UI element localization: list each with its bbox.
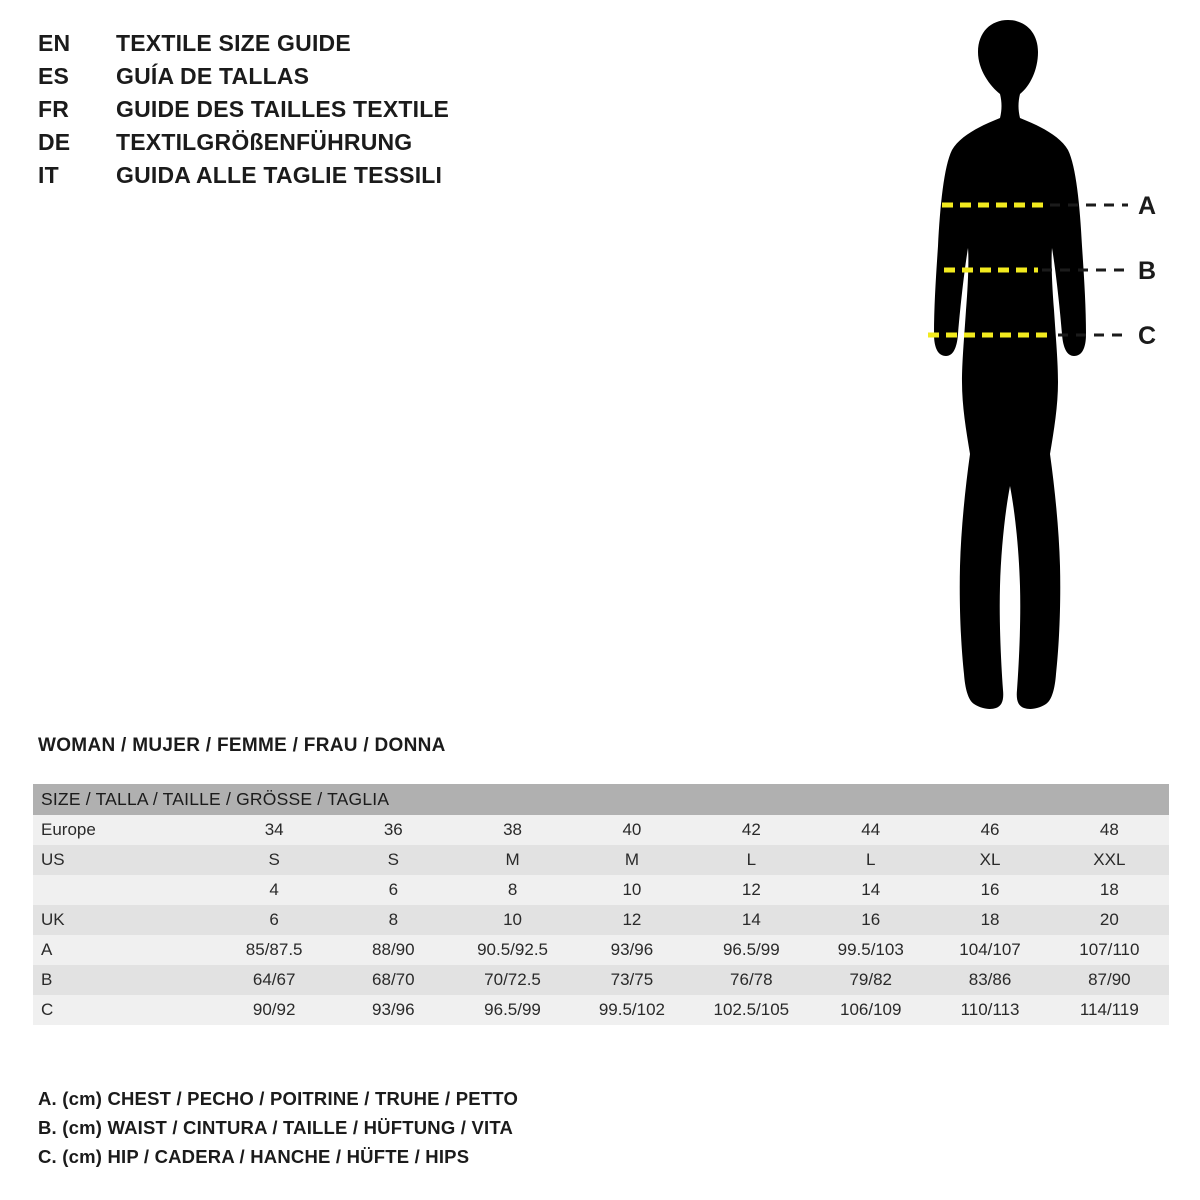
table-cell: 93/96 xyxy=(334,995,453,1025)
table-cell: XL xyxy=(930,845,1049,875)
table-cell: 40 xyxy=(572,815,691,845)
row-label: B xyxy=(33,965,215,995)
title-row xyxy=(38,30,598,63)
table-cell: 107/110 xyxy=(1050,935,1169,965)
table-cell: 16 xyxy=(811,905,930,935)
table-cell: 42 xyxy=(692,815,811,845)
title-lang-fr: FR xyxy=(38,96,70,122)
table-cell: 99.5/102 xyxy=(572,995,691,1025)
title-text-en: TEXTILE SIZE GUIDE xyxy=(116,30,351,56)
table-cell: L xyxy=(692,845,811,875)
table-cell: M xyxy=(572,845,691,875)
table-cell: 85/87.5 xyxy=(215,935,334,965)
table-cell: 46 xyxy=(930,815,1049,845)
title-lang-it: IT xyxy=(38,162,59,188)
footnote-c: C. (cm) HIP / CADERA / HANCHE / HÜFTE / HIPS xyxy=(38,1146,470,1167)
table-cell: 93/96 xyxy=(572,935,691,965)
title-text-it: GUIDA ALLE TAGLIE TESSILI xyxy=(116,162,443,188)
marker-label-b: B xyxy=(1138,257,1157,285)
table-cell: 102.5/105 xyxy=(692,995,811,1025)
table-cell: 10 xyxy=(453,905,572,935)
title-lang-en: EN xyxy=(38,30,71,56)
table-cell: 14 xyxy=(811,875,930,905)
table-cell: 106/109 xyxy=(811,995,930,1025)
table-cell: 8 xyxy=(334,905,453,935)
title-row xyxy=(38,63,598,96)
table-cell: 20 xyxy=(1050,905,1169,935)
table-row xyxy=(33,845,1169,875)
footnote-b: B. (cm) WAIST / CINTURA / TAILLE / HÜFTUNG / VITA xyxy=(38,1117,514,1138)
table-cell: 90.5/92.5 xyxy=(453,935,572,965)
row-label: UK xyxy=(33,905,215,935)
female-silhouette-icon xyxy=(934,20,1086,709)
table-cell: 12 xyxy=(572,905,691,935)
title-row xyxy=(38,129,598,162)
table-row xyxy=(33,995,1169,1025)
table-cell: 18 xyxy=(930,905,1049,935)
section-label-woman: WOMAN / MUJER / FEMME / FRAU / DONNA xyxy=(38,735,446,756)
table-cell: 48 xyxy=(1050,815,1169,845)
table-cell: L xyxy=(811,845,930,875)
table-cell: 64/67 xyxy=(215,965,334,995)
table-cell: 104/107 xyxy=(930,935,1049,965)
table-cell: 96.5/99 xyxy=(453,995,572,1025)
table-cell: 4 xyxy=(215,875,334,905)
table-cell: 10 xyxy=(572,875,691,905)
table-cell: 18 xyxy=(1050,875,1169,905)
table-row xyxy=(33,815,1169,845)
table-cell: 6 xyxy=(215,905,334,935)
table-cell: 8 xyxy=(453,875,572,905)
table-cell: 38 xyxy=(453,815,572,845)
title-text-es: GUÍA DE TALLAS xyxy=(116,63,310,89)
figure-area xyxy=(860,10,1190,740)
title-block xyxy=(38,30,598,195)
row-label xyxy=(33,875,215,905)
row-label: Europe xyxy=(33,815,215,845)
table-cell: 68/70 xyxy=(334,965,453,995)
table-cell: 87/90 xyxy=(1050,965,1169,995)
table-row xyxy=(33,905,1169,935)
title-text-de: TEXTILGRÖßENFÜHRUNG xyxy=(116,129,413,155)
table-cell: 44 xyxy=(811,815,930,845)
row-label: C xyxy=(33,995,215,1025)
table-cell: 76/78 xyxy=(692,965,811,995)
table-cell: 99.5/103 xyxy=(811,935,930,965)
table-cell: 79/82 xyxy=(811,965,930,995)
row-label: A xyxy=(33,935,215,965)
table-header-row xyxy=(33,784,1169,815)
table-cell: 14 xyxy=(692,905,811,935)
table-cell: 90/92 xyxy=(215,995,334,1025)
table-cell: 110/113 xyxy=(930,995,1049,1025)
table-cell: 114/119 xyxy=(1050,995,1169,1025)
title-row xyxy=(38,162,598,195)
table-cell: XXL xyxy=(1050,845,1169,875)
footnote-a: A. (cm) CHEST / PECHO / POITRINE / TRUHE / PETTO xyxy=(38,1088,519,1109)
table-row xyxy=(33,875,1169,905)
title-lang-de: DE xyxy=(38,129,71,155)
table-cell: 12 xyxy=(692,875,811,905)
table-cell: 34 xyxy=(215,815,334,845)
table-cell: M xyxy=(453,845,572,875)
marker-label-c: C xyxy=(1138,322,1157,350)
table-cell: S xyxy=(334,845,453,875)
table-cell: 6 xyxy=(334,875,453,905)
table-cell: 83/86 xyxy=(930,965,1049,995)
table-cell: 73/75 xyxy=(572,965,691,995)
footnotes xyxy=(38,1088,738,1175)
title-row xyxy=(38,96,598,129)
table-row xyxy=(33,965,1169,995)
table-header-cell: SIZE / TALLA / TAILLE / GRÖSSE / TAGLIA xyxy=(33,784,1169,815)
table-cell: 36 xyxy=(334,815,453,845)
size-table xyxy=(33,784,1169,1025)
title-lang-es: ES xyxy=(38,63,70,89)
marker-label-a: A xyxy=(1138,192,1157,220)
table-cell: 70/72.5 xyxy=(453,965,572,995)
table-row xyxy=(33,935,1169,965)
row-label: US xyxy=(33,845,215,875)
table-cell: 88/90 xyxy=(334,935,453,965)
table-cell: 96.5/99 xyxy=(692,935,811,965)
title-text-fr: GUIDE DES TAILLES TEXTILE xyxy=(116,96,449,122)
table-cell: 16 xyxy=(930,875,1049,905)
table-cell: S xyxy=(215,845,334,875)
